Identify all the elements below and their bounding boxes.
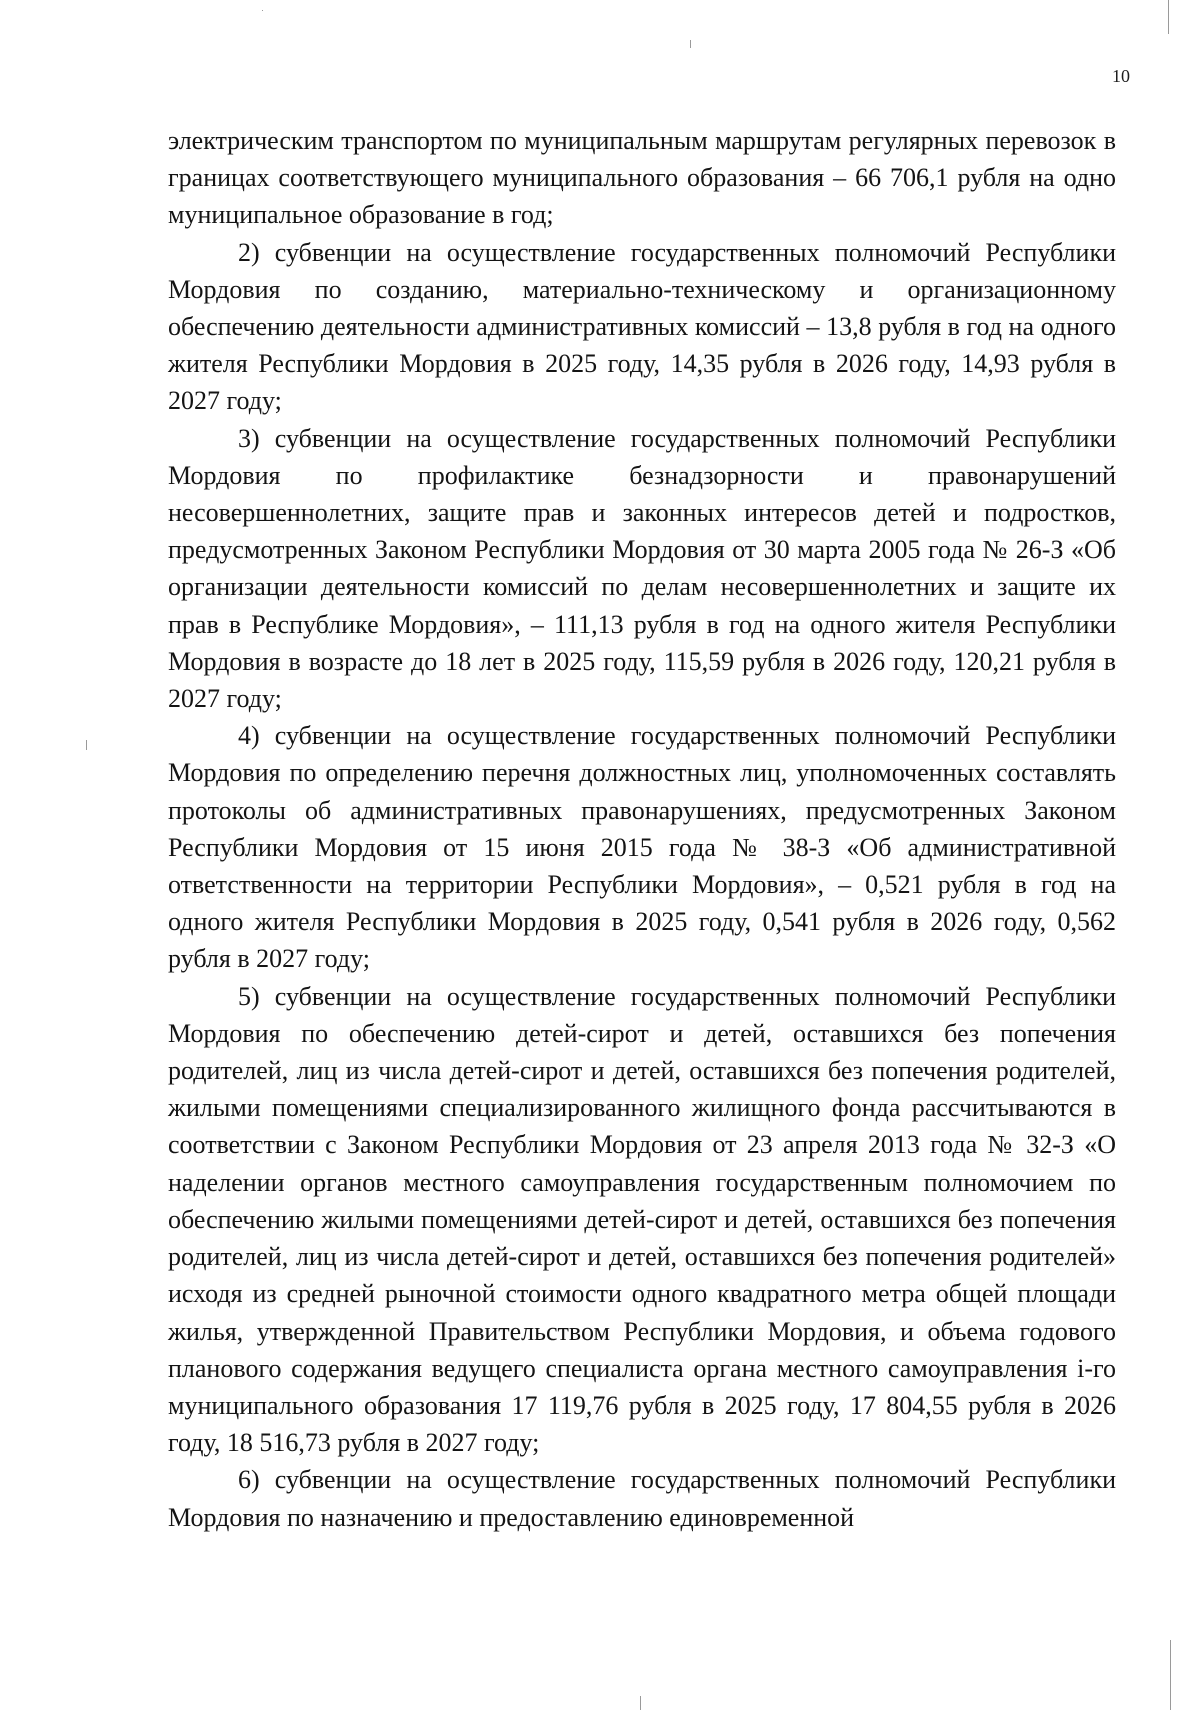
paragraph-item-2: 2) субвенции на осуществление государственных полномочий Республики Мордовия по созданию, материально-техническому и организационному обеспечению деятельности административных комиссий – 13,8 рубля в год на одного жителя Республики Мордовия в 2025 году, 14,35 рубля в 2026 году, 14,93 рубля в 2027 году; — [168, 237, 1116, 416]
page-number: 10 — [1112, 66, 1130, 86]
scan-artifact — [262, 10, 263, 11]
scan-artifact — [1168, 0, 1169, 34]
document-body — [168, 122, 1116, 1536]
scan-artifact — [640, 1696, 641, 1710]
paragraph-item-3: 3) субвенции на осуществление государственных полномочий Республики Мордовия по профилактике безнадзорности и правонарушений несовершеннолетних, защите прав и законных интересов детей и подростков, предусмотренных Законом Республики Мордовия от 30 марта 2005 года № 26-З «Об организации деятельности комиссий по делам несовершеннолетних и защите их прав в Республике Мордовия», – 111,13 рубля в год на одного жителя Республики Мордовия в возрасте до 18 лет в 2025 году, 115,59 рубля в 2026 году, 120,21 рубля в 2027 году; — [168, 423, 1116, 714]
scan-artifact — [86, 740, 87, 750]
scan-artifact — [690, 40, 691, 48]
paragraph-item-5: 5) субвенции на осуществление государственных полномочий Республики Мордовия по обеспечению детей-сирот и детей, оставшихся без попечения родителей, лиц из числа детей-сирот и детей, оставшихся без попечения родителей, жилыми помещениями специализированного жилищного фонда рассчитываются в соответствии с Законом Республики Мордовия от 23 апреля 2013 года № 32-З «О наделении органов местного самоуправления государственным полномочием по обеспечению жилыми помещениями детей-сирот и детей, оставшихся без попечения родителей, лиц из числа детей-сирот и детей, оставшихся без попечения родителей» исходя из средней рыночной стоимости одного квадратного метра общей площади жилья, утвержденной Правительством Республики Мордовия, и объема годового планового содержания ведущего специалиста органа местного самоуправления i-го муниципального образования 17 119,76 рубля в 2025 году, 17 804,55 рубля в 2026 году, 18 516,73 рубля в 2027 году; — [168, 981, 1116, 1458]
paragraph-item-4: 4) субвенции на осуществление государственных полномочий Республики Мордовия по определению перечня должностных лиц, уполномоченных составлять протоколы об административных правонарушениях, предусмотренных Законом Республики Мордовия от 15 июня 2015 года № 38-З «Об административной ответственности на территории Республики Мордовия», – 0,521 рубля в год на одного жителя Республики Мордовия в 2025 году, 0,541 рубля в 2026 году, 0,562 рубля в 2027 году; — [168, 721, 1116, 974]
paragraph-item-6: 6) субвенции на осуществление государственных полномочий Республики Мордовия по назначению и предоставлению единовременной — [168, 1465, 1116, 1532]
paragraph-continuation: электрическим транспортом по муниципальным маршрутам регулярных перевозок в границах соответствующего муниципального образования – 66 706,1 рубля на одно муниципальное образование в год; — [168, 126, 1116, 230]
scan-artifact — [1170, 1640, 1171, 1710]
